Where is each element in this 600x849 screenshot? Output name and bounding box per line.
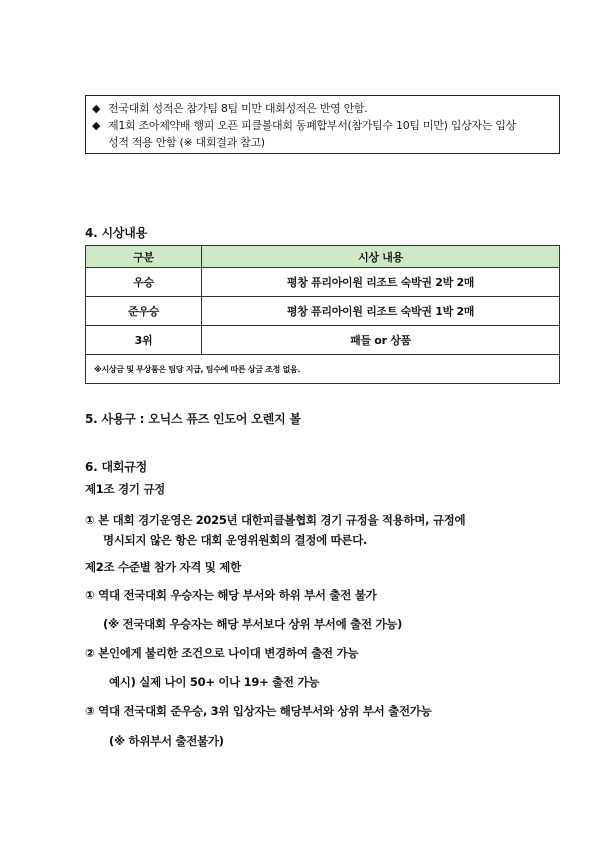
article-2-item-1-note: (※ 전국대회 우승자는 해당 부서보다 상위 부서에 출전 가능) (103, 617, 403, 631)
diamond-bullet-icon: ◆ (92, 102, 101, 115)
rank-cell: 준우승 (86, 297, 202, 326)
section-5-title: 5. 사용구 : 오닉스 퓨즈 인도어 오렌지 볼 (85, 412, 301, 426)
article-2-item-1: ① 역대 전국대회 우승자는 해당 부서와 하위 부서 출전 불가 (85, 588, 377, 602)
article-2-item-2: ② 본인에게 불리한 조건으로 나이대 변경하여 출전 가능 (85, 646, 359, 660)
prize-note: ※시상금 및 부상품은 팀당 지급, 팀수에 따른 상금 조정 없음. (86, 355, 560, 384)
article-1-item-1-continued: 명시되지 않은 항은 대회 운영위원회의 결정에 따른다. (103, 533, 368, 547)
table-note-row (86, 355, 560, 384)
table-row (86, 326, 560, 355)
prize-cell: 패들 or 상품 (202, 326, 560, 355)
diamond-bullet-icon: ◆ (92, 119, 101, 132)
article-2-item-3: ③ 역대 전국대회 준우승, 3위 입상자는 해당부서와 상위 부서 출전가능 (85, 704, 432, 718)
rank-cell: 우승 (86, 268, 202, 297)
header-prize: 시상 내용 (202, 246, 560, 268)
section-4-title: 4. 시상내용 (85, 226, 148, 240)
notice-text: 제1회 조아제약배 행피 오픈 피클볼대회 동폐합부서(참가팀수 10팀 미만) 입상자는 입상 (108, 119, 516, 132)
article-2-item-3-note: (※ 하위부서 출전불가) (109, 734, 224, 748)
article-2-item-2-example: 예시) 실제 나이 50+ 이나 19+ 출전 가능 (109, 675, 320, 689)
rank-cell: 3위 (86, 326, 202, 355)
table-row (86, 297, 560, 326)
prize-cell: 평창 퓨리아이원 리조트 숙박권 2박 2매 (202, 268, 560, 297)
notice-text: 전국대회 성적은 참가팀 8팀 미만 대회성적은 반영 안함. (108, 102, 368, 115)
notice-item (92, 100, 553, 117)
section-6-title: 6. 대회규정 (85, 460, 148, 474)
notice-continuation: 성적 적용 안함 (※ 대회결과 참고) (108, 136, 265, 149)
notice-item (92, 117, 553, 134)
header-category: 구분 (86, 246, 202, 268)
notice-box (85, 95, 560, 154)
article-1-title: 제1조 경기 규정 (85, 482, 165, 496)
article-2-title: 제2조 수준별 참가 자격 및 제한 (85, 560, 241, 574)
prize-table-header (86, 246, 560, 268)
prize-table (85, 245, 560, 384)
article-1-item-1: ① 본 대회 경기운영은 2025년 대한피클볼협회 경기 규정을 적용하며, 규정에 (85, 513, 466, 527)
table-row (86, 268, 560, 297)
prize-cell: 평창 퓨리아이원 리조트 숙박권 1박 2매 (202, 297, 560, 326)
